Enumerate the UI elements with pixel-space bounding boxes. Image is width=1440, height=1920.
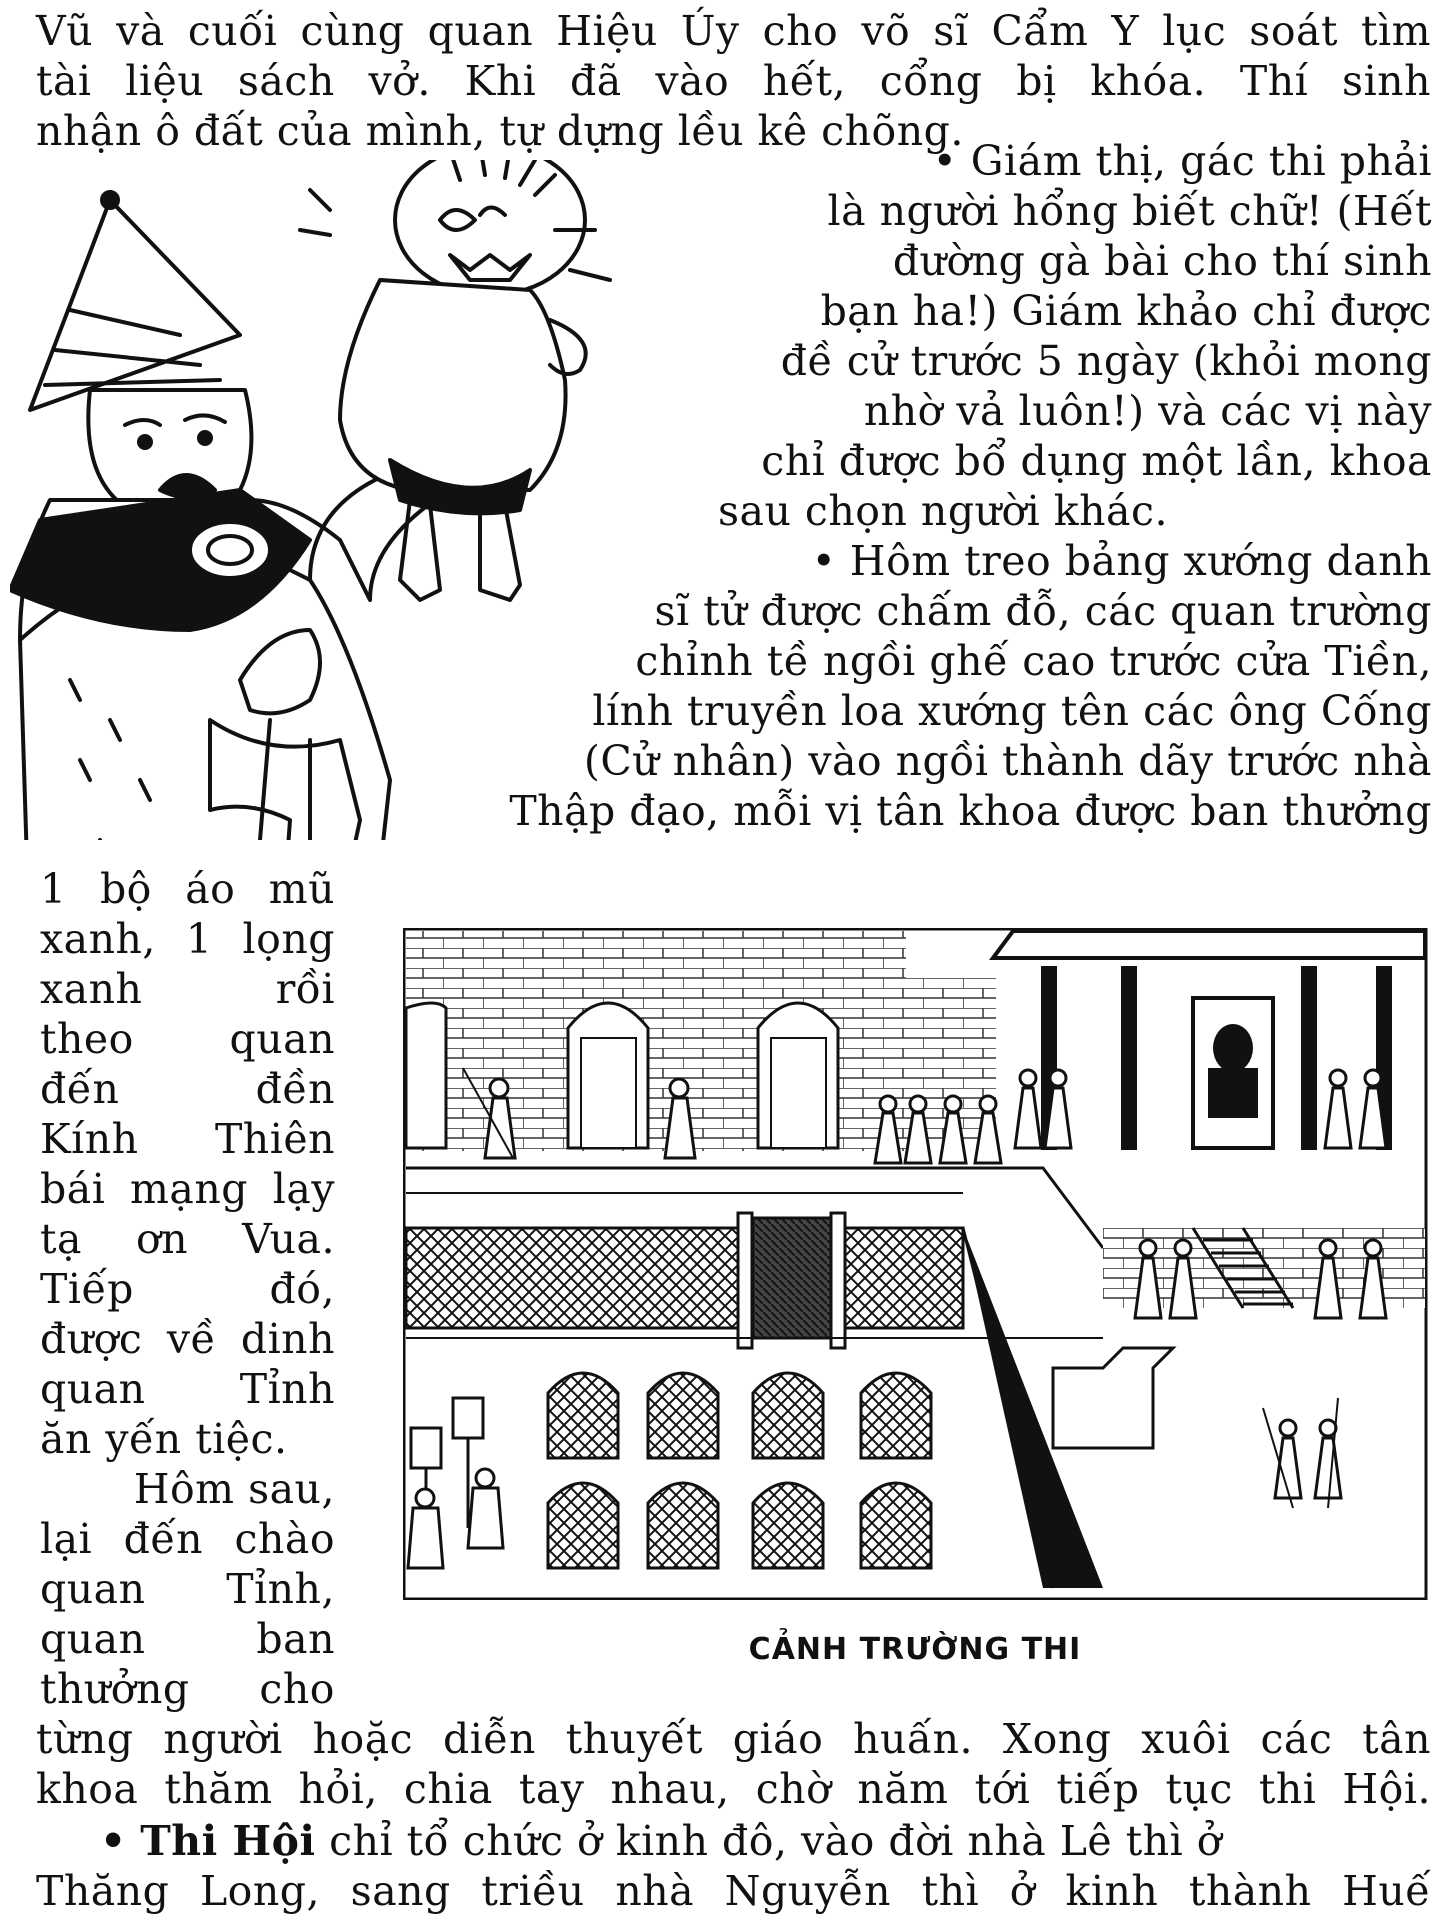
text-line: quan Tỉnh, [40, 1565, 335, 1613]
text-line: đường gà bài cho thí sinh [892, 237, 1432, 285]
text-line: • Hôm treo bảng xướng danh [811, 537, 1432, 585]
text-line: thưởng cho [40, 1665, 335, 1713]
text-line: sau chọn người khác. [718, 487, 1168, 535]
text-line: Hôm sau, [133, 1465, 335, 1513]
text-line: bái mạng lạy [40, 1165, 335, 1213]
text-line: xanh rồi [40, 965, 335, 1013]
text-line: quan Tỉnh [40, 1365, 335, 1413]
text-line: Thập đạo, mỗi vị tân khoa được ban thưởng [509, 787, 1432, 835]
text-line: nhận ô đất của mình, tự dựng lều kê chõng. [36, 107, 964, 155]
text-line: xanh, 1 lọng [40, 915, 335, 963]
text-line: sĩ tử được chấm đỗ, các quan trường [654, 587, 1432, 635]
text-line: nhờ vả luôn!) và các vị này [863, 387, 1432, 435]
text-line: lại đến chào [40, 1515, 335, 1563]
figure-caption: CẢNH TRƯỜNG THI [748, 1632, 1082, 1667]
text-line: Thăng Long, sang triều nhà Nguyễn thì ở kinh thành Huế [36, 1867, 1431, 1915]
text-line: Vũ và cuối cùng quan Hiệu Úy cho võ sĩ Cẩm Y lục soát tìm [36, 7, 1431, 55]
text-line: bạn ha!) Giám khảo chỉ được [820, 287, 1432, 335]
exam-hall-illustration [403, 928, 1428, 1600]
text-line: là người hổng biết chữ! (Hết [827, 187, 1432, 235]
text-line: Kính Thiên [40, 1115, 335, 1163]
text-line: 1 bộ áo mũ [40, 865, 335, 913]
bullet: • [100, 1817, 127, 1865]
text-line: đến đền [40, 1065, 335, 1113]
text-line: từng người hoặc diễn thuyết giáo huấn. Xong xuôi các tân [36, 1715, 1431, 1763]
text-line: lính truyền loa xướng tên các ông Cống [592, 687, 1432, 735]
text-line [100, 1816, 1222, 1866]
text-line: quan ban [40, 1615, 335, 1663]
text-line: đề cử trước 5 ngày (khỏi mong [780, 337, 1432, 385]
text-line: Tiếp đó, [40, 1265, 335, 1313]
text-line: (Cử nhân) vào ngồi thành dãy trước nhà [583, 737, 1432, 785]
text-span: chỉ tổ chức ở kinh đô, vào đời nhà Lê thì ở [315, 1817, 1222, 1865]
text-line: theo quan [40, 1015, 335, 1063]
text-line: • Giám thị, gác thi phải [932, 137, 1432, 185]
text-line: ăn yến tiệc. [40, 1415, 288, 1463]
text-line: được về dinh [40, 1315, 335, 1363]
bold-term: Thi Hội [140, 1817, 316, 1865]
text-line: tài liệu sách vở. Khi đã vào hết, cổng bị khóa. Thí sinh [36, 57, 1431, 105]
text-line: chỉ được bổ dụng một lần, khoa [761, 437, 1432, 485]
text-line: tạ ơn Vua. [40, 1215, 335, 1263]
text-line: khoa thăm hỏi, chia tay nhau, chờ năm tới tiếp tục thi Hội. [36, 1765, 1431, 1813]
text-line: chỉnh tề ngồi ghế cao trước cửa Tiền, [635, 637, 1432, 685]
